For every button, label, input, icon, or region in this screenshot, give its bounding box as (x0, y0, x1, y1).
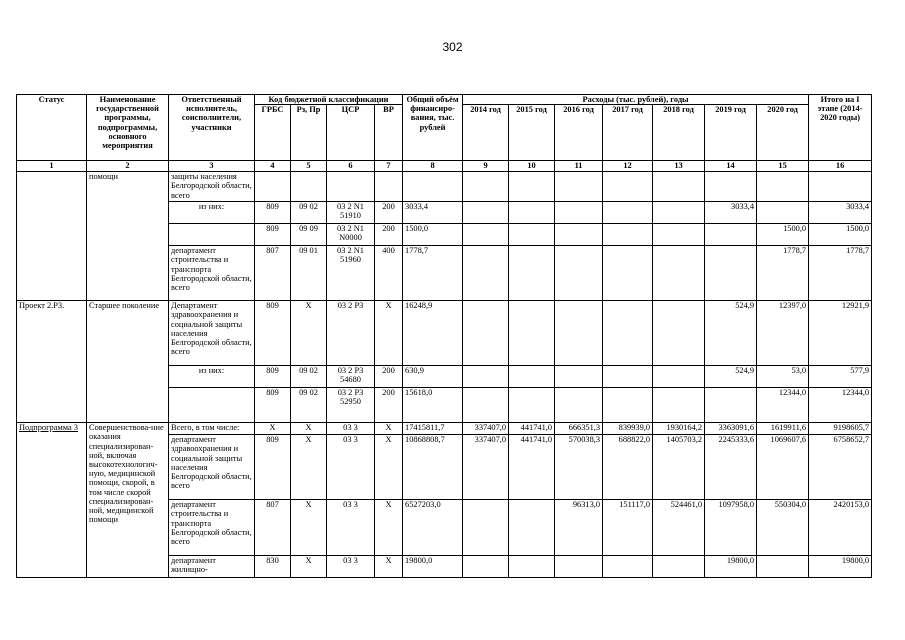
cell-status: Проект 2.Р3. (17, 301, 87, 423)
cell-responsible: Департамент здравоохранения и социальной защиты населения Белгородской области, всего (169, 301, 255, 366)
cell-2014 (463, 224, 509, 246)
cell-csr: 03 2 N1 51910 (327, 202, 375, 224)
col-num: 3 (169, 161, 255, 172)
cell-rzpr: Х (291, 435, 327, 500)
cell-grbs: 807 (255, 246, 291, 301)
col-num: 15 (757, 161, 809, 172)
cell-vr: Х (375, 423, 403, 435)
cell-2015 (509, 500, 555, 556)
col-num: 13 (653, 161, 705, 172)
cell-grbs: 807 (255, 500, 291, 556)
cell-2020: 1619911,6 (757, 423, 809, 435)
cell-responsible: из них: (169, 202, 255, 224)
cell-rzpr: 09 02 (291, 388, 327, 423)
cell-2015 (509, 301, 555, 366)
cell-csr: 03 2 N1 51960 (327, 246, 375, 301)
cell-2016 (555, 366, 603, 388)
header-2014: 2014 год (463, 105, 509, 161)
cell-rzpr: Х (291, 500, 327, 556)
column-number-row (17, 161, 872, 172)
cell-2015: 441741,0 (509, 423, 555, 435)
cell-total: 6527203,0 (403, 500, 463, 556)
cell-2015 (509, 556, 555, 578)
cell-2016 (555, 388, 603, 423)
cell-rzpr: Х (291, 556, 327, 578)
cell-2014 (463, 500, 509, 556)
cell-total: 1778,7 (403, 246, 463, 301)
cell-2019: 524,9 (705, 301, 757, 366)
cell-rzpr: 09 02 (291, 366, 327, 388)
cell-status (17, 172, 87, 301)
cell-2020: 53,0 (757, 366, 809, 388)
cell-2020 (757, 202, 809, 224)
cell-vr: Х (375, 301, 403, 366)
cell-rzpr (291, 172, 327, 202)
cell-2020 (757, 556, 809, 578)
col-num: 6 (327, 161, 375, 172)
cell-2020: 1069607,6 (757, 435, 809, 500)
col-num: 2 (87, 161, 169, 172)
page-number: 302 (442, 40, 463, 54)
col-num: 16 (809, 161, 872, 172)
header-name: Наименование государственной программы, подпрограммы, основного мероприятия (87, 95, 169, 161)
cell-2015 (509, 202, 555, 224)
cell-csr: 03 2 Р3 52950 (327, 388, 375, 423)
cell-2014 (463, 172, 509, 202)
cell-2018 (653, 172, 705, 202)
col-num: 1 (17, 161, 87, 172)
cell-rzpr: Х (291, 301, 327, 366)
cell-itogo: 1778,7 (809, 246, 872, 301)
cell-rzpr: 09 09 (291, 224, 327, 246)
col-num: 14 (705, 161, 757, 172)
cell-2020: 550304,0 (757, 500, 809, 556)
header-status: Статус (17, 95, 87, 161)
table-row (17, 172, 872, 202)
cell-grbs: 809 (255, 435, 291, 500)
cell-2019: 1097958,0 (705, 500, 757, 556)
cell-2014 (463, 246, 509, 301)
cell-csr: 03 3 (327, 556, 375, 578)
col-num: 9 (463, 161, 509, 172)
cell-grbs: 809 (255, 224, 291, 246)
header-2015: 2015 год (509, 105, 555, 161)
cell-2016 (555, 202, 603, 224)
cell-2014 (463, 556, 509, 578)
cell-2017 (603, 388, 653, 423)
cell-itogo: 12344,0 (809, 388, 872, 423)
cell-2020 (757, 172, 809, 202)
table-row (17, 301, 872, 366)
cell-2018 (653, 224, 705, 246)
cell-responsible: департамент здравоохранения и социальной защиты населения Белгородской области, всего (169, 435, 255, 500)
cell-2015 (509, 388, 555, 423)
cell-responsible: Всего, в том числе: (169, 423, 255, 435)
cell-2019 (705, 172, 757, 202)
cell-total: 16248,9 (403, 301, 463, 366)
cell-2014: 337407,0 (463, 435, 509, 500)
header-csr: ЦСР (327, 105, 375, 161)
cell-2017 (603, 172, 653, 202)
cell-total: 630,9 (403, 366, 463, 388)
cell-2015: 441741,0 (509, 435, 555, 500)
col-num: 8 (403, 161, 463, 172)
header-itogo: Итого на I этапе (2014-2020 годы) (809, 95, 872, 161)
header-grbs: ГРБС (255, 105, 291, 161)
col-num: 4 (255, 161, 291, 172)
cell-vr: 200 (375, 202, 403, 224)
cell-vr: 200 (375, 388, 403, 423)
cell-itogo: 2420153,0 (809, 500, 872, 556)
col-num: 7 (375, 161, 403, 172)
cell-2017 (603, 246, 653, 301)
cell-2016 (555, 224, 603, 246)
cell-responsible: департамент жилищно- (169, 556, 255, 578)
cell-total: 1500,0 (403, 224, 463, 246)
header-2018: 2018 год (653, 105, 705, 161)
cell-2019: 19800,0 (705, 556, 757, 578)
cell-2018 (653, 388, 705, 423)
header-rzpr: Рз, Пр (291, 105, 327, 161)
cell-2015 (509, 246, 555, 301)
cell-vr: 400 (375, 246, 403, 301)
cell-itogo: 12921,9 (809, 301, 872, 366)
cell-responsible: департамент строительства и транспорта Белгородской области, всего (169, 246, 255, 301)
header-row-1 (17, 95, 872, 105)
header-total: Общий объём финансиро-вания, тыс. рублей (403, 95, 463, 161)
cell-2016: 666351,3 (555, 423, 603, 435)
cell-grbs: 809 (255, 388, 291, 423)
cell-grbs (255, 172, 291, 202)
cell-2019 (705, 246, 757, 301)
cell-2020: 1500,0 (757, 224, 809, 246)
cell-2017 (603, 224, 653, 246)
cell-rzpr: 09 02 (291, 202, 327, 224)
cell-grbs: Х (255, 423, 291, 435)
cell-2017: 839939,0 (603, 423, 653, 435)
cell-2016 (555, 172, 603, 202)
cell-2018: 1930164,2 (653, 423, 705, 435)
header-2017: 2017 год (603, 105, 653, 161)
cell-2015 (509, 224, 555, 246)
cell-2014: 337407,0 (463, 423, 509, 435)
cell-total: 17415811,7 (403, 423, 463, 435)
cell-2018 (653, 366, 705, 388)
cell-2019 (705, 224, 757, 246)
cell-itogo: 577,9 (809, 366, 872, 388)
cell-2014 (463, 202, 509, 224)
cell-vr: Х (375, 500, 403, 556)
cell-responsible: защиты населения Белгородской области, всего (169, 172, 255, 202)
cell-2019: 3033,4 (705, 202, 757, 224)
cell-itogo: 6758652,7 (809, 435, 872, 500)
cell-grbs: 830 (255, 556, 291, 578)
cell-total: 10868808,7 (403, 435, 463, 500)
cell-vr: 200 (375, 366, 403, 388)
header-2020: 2020 год (757, 105, 809, 161)
cell-csr: 03 2 N1 N0000 (327, 224, 375, 246)
cell-responsible (169, 388, 255, 423)
cell-2018 (653, 301, 705, 366)
budget-table (16, 94, 872, 578)
cell-name: помощи (87, 172, 169, 301)
col-num: 12 (603, 161, 653, 172)
cell-2017 (603, 556, 653, 578)
cell-2017: 688822,0 (603, 435, 653, 500)
cell-vr (375, 172, 403, 202)
col-num: 5 (291, 161, 327, 172)
cell-total: 15618,0 (403, 388, 463, 423)
cell-grbs: 809 (255, 301, 291, 366)
cell-2016 (555, 301, 603, 366)
cell-2015 (509, 366, 555, 388)
cell-name: Совершенствова-ние оказания специализирован-ной, включая высокотехнологич-ную, медицинской помощи, скорой, в том числе скорой специализирован-ной, медицинской помощи (87, 423, 169, 578)
cell-2017 (603, 202, 653, 224)
cell-2018 (653, 246, 705, 301)
cell-2018 (653, 202, 705, 224)
cell-vr: 200 (375, 224, 403, 246)
cell-2015 (509, 172, 555, 202)
cell-2019: 2245333,6 (705, 435, 757, 500)
cell-responsible: департамент строительства и транспорта Белгородской области, всего (169, 500, 255, 556)
cell-itogo: 3033,4 (809, 202, 872, 224)
header-2016: 2016 год (555, 105, 603, 161)
cell-itogo: 1500,0 (809, 224, 872, 246)
cell-itogo: 19800,0 (809, 556, 872, 578)
cell-2016 (555, 246, 603, 301)
cell-2017: 151117,0 (603, 500, 653, 556)
table-row (17, 423, 872, 435)
cell-2016 (555, 556, 603, 578)
cell-vr: Х (375, 556, 403, 578)
cell-itogo: 9198605,7 (809, 423, 872, 435)
cell-total: 3033,4 (403, 202, 463, 224)
cell-2018: 1405703,2 (653, 435, 705, 500)
cell-vr: Х (375, 435, 403, 500)
header-budget-code: Код бюджетной классификации (255, 95, 403, 105)
cell-2020: 12344,0 (757, 388, 809, 423)
cell-2020: 1778,7 (757, 246, 809, 301)
cell-itogo (809, 172, 872, 202)
cell-total (403, 172, 463, 202)
cell-grbs: 809 (255, 202, 291, 224)
cell-2014 (463, 301, 509, 366)
header-vr: ВР (375, 105, 403, 161)
cell-rzpr: Х (291, 423, 327, 435)
header-expenses: Расходы (тыс. рублей), годы (463, 95, 809, 105)
cell-csr (327, 172, 375, 202)
cell-csr: 03 3 (327, 435, 375, 500)
cell-2018: 524461,0 (653, 500, 705, 556)
cell-2016: 96313,0 (555, 500, 603, 556)
cell-2014 (463, 388, 509, 423)
cell-csr: 03 2 Р3 (327, 301, 375, 366)
cell-2017 (603, 366, 653, 388)
cell-2019: 524,9 (705, 366, 757, 388)
cell-total: 19800,0 (403, 556, 463, 578)
cell-2018 (653, 556, 705, 578)
cell-rzpr: 09 01 (291, 246, 327, 301)
cell-2019: 3363091,6 (705, 423, 757, 435)
col-num: 10 (509, 161, 555, 172)
cell-2019 (705, 388, 757, 423)
cell-responsible (169, 224, 255, 246)
cell-2016: 570038,3 (555, 435, 603, 500)
cell-csr: 03 3 (327, 423, 375, 435)
cell-grbs: 809 (255, 366, 291, 388)
cell-name: Старшее поколение (87, 301, 169, 423)
header-2019: 2019 год (705, 105, 757, 161)
cell-responsible: из них: (169, 366, 255, 388)
cell-csr: 03 2 Р3 54680 (327, 366, 375, 388)
cell-2017 (603, 301, 653, 366)
col-num: 11 (555, 161, 603, 172)
cell-status: Подпрограмма 3 (17, 423, 87, 578)
cell-2020: 12397,0 (757, 301, 809, 366)
cell-2014 (463, 366, 509, 388)
header-responsible: Ответственный исполнитель, соисполнители, участники (169, 95, 255, 161)
cell-csr: 03 3 (327, 500, 375, 556)
